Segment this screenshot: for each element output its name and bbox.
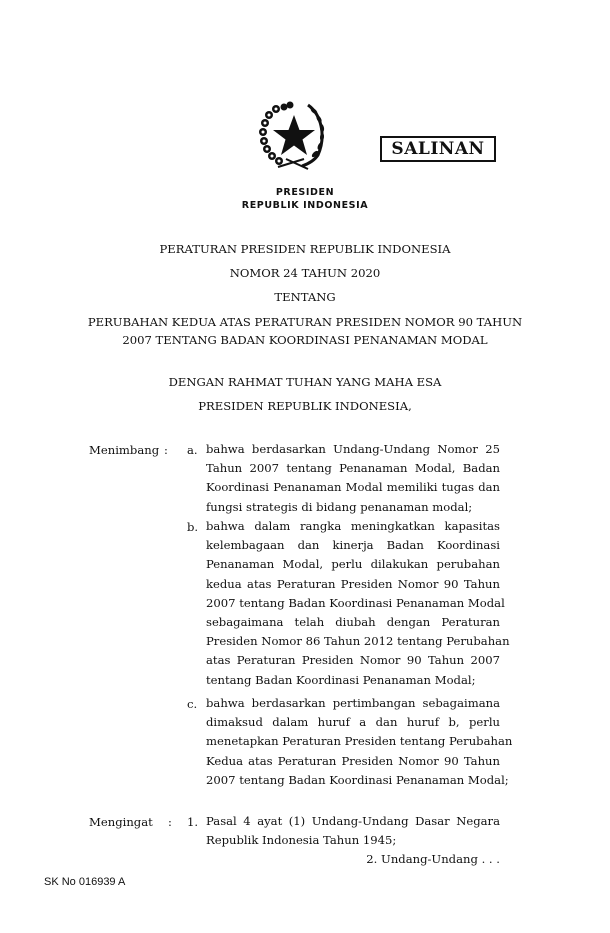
regulation-subject-line2: 2007 TENTANG BADAN KOORDINASI PENANAMAN MODAL [122, 333, 488, 347]
mengingat-colon: : [168, 815, 172, 829]
menimbang-item-a [206, 440, 500, 517]
text-line: atas Peraturan Presiden Nomor 90 Tahun 2007 [206, 653, 500, 668]
menimbang-colon: : [164, 443, 168, 457]
menimbang-label: Menimbang [89, 443, 160, 457]
regulation-tentang: TENTANG [274, 290, 336, 304]
continuation-marker: 2. Undang-Undang . . . [366, 852, 500, 866]
menimbang-item-b [206, 517, 510, 690]
text-line: bahwa dalam rangka meningkatkan kapasitas [206, 519, 500, 533]
regulation-subject-line1: PERUBAHAN KEDUA ATAS PERATURAN PRESIDEN NOMOR 90 TAHUN [87, 315, 523, 329]
salinan-stamp: SALINAN [380, 136, 496, 162]
text-line: Kedua atas Peraturan Presiden Nomor 90 Tahun [206, 753, 500, 768]
text-line: menetapkan Peraturan Presiden tentang Perubahan [206, 734, 513, 749]
text-line: sebagaimana telah diubah dengan Peraturan [206, 614, 500, 629]
text-line: kelembagaan dan kinerja Badan Koordinasi [206, 538, 500, 553]
mengingat-label: Mengingat [89, 815, 153, 829]
regulation-number: NOMOR 24 TAHUN 2020 [229, 266, 381, 280]
menimbang-item-a-marker: a. [187, 443, 198, 457]
mengingat-item-1 [206, 812, 500, 850]
text-line: Penanaman Modal, perlu dilakukan perubahan [206, 557, 500, 572]
garuda-star-emblem-icon [256, 97, 332, 175]
text-line: bahwa berdasarkan Undang-Undang Nomor 25 [206, 442, 500, 456]
text-line: Koordinasi Penanaman Modal memiliki tugas dan [206, 480, 500, 495]
text-line: 2007 tentang Badan Koordinasi Penanaman Modal; [206, 772, 509, 787]
preamble-line1: DENGAN RAHMAT TUHAN YANG MAHA ESA [168, 375, 442, 389]
sk-number: SK No 016939 A [44, 876, 126, 888]
menimbang-item-c [206, 694, 513, 790]
office-line-presiden: PRESIDEN [275, 187, 335, 198]
text-line: fungsi strategis di bidang penanaman modal; [206, 499, 473, 514]
regulation-title: PERATURAN PRESIDEN REPUBLIK INDONESIA [159, 242, 451, 256]
mengingat-item-1-marker: 1. [187, 815, 199, 829]
text-line: dimaksud dalam huruf a dan huruf b, perlu [206, 715, 500, 730]
text-line: 2007 tentang Badan Koordinasi Penanaman Modal [206, 595, 505, 610]
text-line: kedua atas Peraturan Presiden Nomor 90 Tahun [206, 576, 500, 591]
menimbang-item-b-marker: b. [187, 520, 199, 534]
preamble-line2: PRESIDEN REPUBLIK INDONESIA, [198, 399, 412, 413]
text-line: bahwa berdasarkan pertimbangan sebagaimana [206, 696, 500, 710]
text-line: Pasal 4 ayat (1) Undang-Undang Dasar Negara [206, 814, 500, 828]
text-line: tentang Badan Koordinasi Penanaman Modal; [206, 672, 476, 687]
office-line-republik: REPUBLIK INDONESIA [241, 200, 369, 211]
text-line: Presiden Nomor 86 Tahun 2012 tentang Perubahan [206, 634, 510, 649]
text-line: Republik Indonesia Tahun 1945; [206, 833, 397, 848]
text-line: Tahun 2007 tentang Penanaman Modal, Badan [206, 461, 500, 476]
menimbang-item-c-marker: c. [187, 697, 198, 711]
